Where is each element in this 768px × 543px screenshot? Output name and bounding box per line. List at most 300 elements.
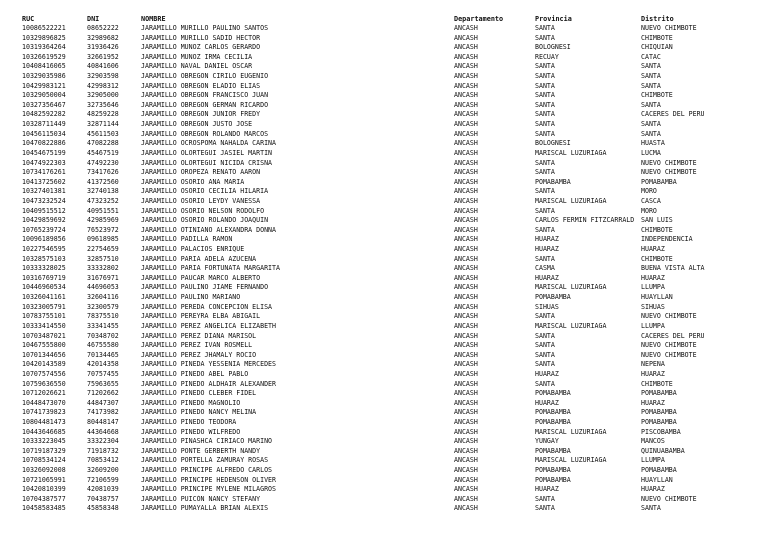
cell-dni: 47492230: [87, 158, 119, 167]
header-dni: DNI: [87, 15, 100, 23]
cell-nombre: JARAMILLO OROPEZA RENATO AARON: [141, 168, 261, 177]
table-row: [0, 91, 768, 101]
cell-dni: 71202662: [87, 389, 119, 398]
table-row: [0, 274, 768, 284]
table-row: [0, 245, 768, 255]
cell-dni: 42985969: [87, 216, 119, 225]
table-row: [0, 197, 768, 207]
cell-provincia: POMABAMBA: [535, 293, 571, 302]
cell-departamento: ANCASH: [454, 72, 478, 81]
cell-nombre: JARAMILLO PADILLA RAMON: [141, 235, 233, 244]
cell-departamento: ANCASH: [454, 283, 478, 292]
cell-nombre: JARAMILLO PINEDO TEODORA: [141, 417, 237, 426]
table-row: [0, 456, 768, 466]
cell-dni: 32609200: [87, 466, 119, 475]
cell-nombre: JARAMILLO OTINIANO ALEXANDRA DONNA: [141, 225, 276, 234]
cell-provincia: SANTA: [535, 72, 555, 81]
table-row: [0, 207, 768, 217]
cell-ruc: 10323005791: [22, 302, 66, 311]
cell-distrito: HUARAZ: [641, 369, 665, 378]
cell-provincia: SANTA: [535, 504, 555, 513]
table-row: [0, 110, 768, 120]
cell-departamento: ANCASH: [454, 485, 478, 494]
cell-ruc: 10473232524: [22, 196, 66, 205]
cell-ruc: 10329896825: [22, 33, 66, 42]
cell-provincia: MARISCAL LUZURIAGA: [535, 321, 607, 330]
cell-provincia: MARISCAL LUZURIAGA: [535, 148, 607, 157]
cell-distrito: NEPEÑA: [641, 360, 665, 369]
cell-nombre: JARAMILLO OSORIO CECILIA HILARIA: [141, 187, 269, 196]
cell-nombre: JARAMILLO NAVAL DANIEL OSCAR: [141, 62, 253, 71]
header-nombre: NOMBRE: [141, 15, 166, 23]
cell-departamento: ANCASH: [454, 81, 478, 90]
cell-distrito: NUEVO CHIMBOTE: [641, 494, 697, 503]
cell-ruc: 10467555800: [22, 341, 66, 350]
table-row: [0, 101, 768, 111]
cell-distrito: CHIQUIAN: [641, 43, 673, 52]
cell-provincia: SANTA: [535, 206, 555, 215]
cell-departamento: ANCASH: [454, 235, 478, 244]
cell-dni: 47082288: [87, 139, 119, 148]
cell-dni: 32604116: [87, 293, 119, 302]
table-row: [0, 332, 768, 342]
cell-dni: 32857510: [87, 254, 119, 263]
cell-nombre: JARAMILLO PEREZ DIANA MARISOL: [141, 331, 257, 340]
cell-distrito: MANCOS: [641, 437, 665, 446]
cell-departamento: ANCASH: [454, 312, 478, 321]
cell-nombre: JARAMILLO MUÑOZ IRMA CECILIA: [141, 52, 253, 61]
cell-dni: 33332802: [87, 264, 119, 273]
cell-dni: 32740138: [87, 187, 119, 196]
cell-nombre: JARAMILLO OLORTEGUI NICIDA CRISNA: [141, 158, 273, 167]
cell-distrito: NUEVO CHIMBOTE: [641, 24, 697, 32]
cell-ruc: 10707574556: [22, 369, 66, 378]
table-row: [0, 389, 768, 399]
cell-ruc: 10470822886: [22, 139, 66, 148]
cell-nombre: JARAMILLO OBREGON GERMAN RICARDO: [141, 100, 269, 109]
cell-nombre: JARAMILLO PIÑASHCA CIRIACO MARINO: [141, 437, 273, 446]
cell-dni: 78375510: [87, 312, 119, 321]
cell-nombre: JARAMILLO PAUCAR MARCO ALBERTO: [141, 273, 261, 282]
cell-nombre: JARAMILLO OBREGON FRANCISCO JUAN: [141, 91, 269, 100]
cell-distrito: CHIMBOTE: [641, 254, 673, 263]
cell-ruc: 10329035986: [22, 72, 66, 81]
cell-ruc: 10804481473: [22, 417, 66, 426]
cell-provincia: SANTA: [535, 24, 555, 32]
cell-provincia: SANTA: [535, 350, 555, 359]
cell-provincia: CARLOS FERMIN FITZCARRALD: [535, 216, 635, 225]
cell-ruc: 10443646685: [22, 427, 66, 436]
cell-distrito: SIHUAS: [641, 302, 665, 311]
cell-ruc: 10783755101: [22, 312, 66, 321]
table-row: [0, 360, 768, 370]
table-row: [0, 495, 768, 505]
table-row: [0, 408, 768, 418]
cell-distrito: SAN LUIS: [641, 216, 673, 225]
header-provincia: Provincia: [535, 15, 572, 23]
cell-departamento: ANCASH: [454, 494, 478, 503]
cell-departamento: ANCASH: [454, 350, 478, 359]
cell-provincia: HUARAZ: [535, 235, 559, 244]
cell-ruc: 10409515512: [22, 206, 66, 215]
cell-provincia: YUNGAY: [535, 437, 559, 446]
cell-dni: 32661952: [87, 52, 119, 61]
cell-nombre: JARAMILLO PEREDA CONCEPCION ELISA: [141, 302, 273, 311]
table-row: [0, 159, 768, 169]
cell-ruc: 10708534124: [22, 456, 66, 465]
header-distrito: Distrito: [641, 15, 674, 23]
cell-nombre: JARAMILLO PINEDO ABEL PABLO: [141, 369, 249, 378]
cell-nombre: JARAMILLO OSORIO ANA MARIA: [141, 177, 245, 186]
cell-nombre: JARAMILLO OCROSPOMA NAHALDA CARINA: [141, 139, 276, 148]
cell-ruc: 10446960534: [22, 283, 66, 292]
cell-ruc: 10448473070: [22, 398, 66, 407]
cell-distrito: POMABAMBA: [641, 408, 677, 417]
cell-ruc: 10329050004: [22, 91, 66, 100]
cell-nombre: JARAMILLO PUICÓN NANCY STEFANY: [141, 494, 261, 503]
cell-departamento: ANCASH: [454, 187, 478, 196]
cell-nombre: JARAMILLO MURILLO PAULINO SANTOS: [141, 24, 269, 32]
cell-departamento: ANCASH: [454, 206, 478, 215]
cell-provincia: SANTA: [535, 62, 555, 71]
cell-distrito: CHIMBOTE: [641, 225, 673, 234]
cell-distrito: LLUMPA: [641, 283, 665, 292]
cell-ruc: 10408416065: [22, 62, 66, 71]
cell-ruc: 10326619529: [22, 52, 66, 61]
cell-nombre: JARAMILLO PEREZ IVAN ROSMELL: [141, 341, 253, 350]
cell-dni: 70757455: [87, 369, 119, 378]
cell-dni: 74173982: [87, 408, 119, 417]
cell-ruc: 10327401381: [22, 187, 66, 196]
cell-dni: 42014358: [87, 360, 119, 369]
cell-nombre: JARAMILLO PORTELLA ZAMURAY ROSAS: [141, 456, 269, 465]
cell-departamento: ANCASH: [454, 196, 478, 205]
cell-dni: 32871144: [87, 120, 119, 129]
cell-departamento: ANCASH: [454, 466, 478, 475]
cell-distrito: LUCMA: [641, 148, 661, 157]
cell-distrito: HUAYLLAN: [641, 293, 673, 302]
cell-dni: 44696053: [87, 283, 119, 292]
cell-departamento: ANCASH: [454, 475, 478, 484]
cell-departamento: ANCASH: [454, 216, 478, 225]
cell-distrito: CACERES DEL PERU: [641, 110, 705, 119]
cell-ruc: 10456115034: [22, 129, 66, 138]
cell-departamento: ANCASH: [454, 379, 478, 388]
table-row: [0, 139, 768, 149]
cell-nombre: JARAMILLO PINEDO WILFREDO: [141, 427, 241, 436]
cell-dni: 71918732: [87, 446, 119, 455]
cell-dni: 31676971: [87, 273, 119, 282]
table-row: [0, 130, 768, 140]
cell-provincia: SANTA: [535, 168, 555, 177]
cell-distrito: HUARAZ: [641, 245, 665, 254]
table-row: [0, 264, 768, 274]
cell-departamento: ANCASH: [454, 427, 478, 436]
cell-distrito: MORO: [641, 206, 657, 215]
cell-dni: 41372560: [87, 177, 119, 186]
cell-provincia: POMABAMBA: [535, 417, 571, 426]
cell-nombre: JARAMILLO PINEDO NANCY MELINA: [141, 408, 257, 417]
cell-distrito: POMABAMBA: [641, 417, 677, 426]
cell-distrito: CHIMBOTE: [641, 33, 673, 42]
cell-dni: 44364668: [87, 427, 119, 436]
cell-ruc: 10703487021: [22, 331, 66, 340]
cell-dni: 72106599: [87, 475, 119, 484]
cell-dni: 73417626: [87, 168, 119, 177]
cell-ruc: 10759636550: [22, 379, 66, 388]
table-row: [0, 53, 768, 63]
cell-provincia: POMABAMBA: [535, 446, 571, 455]
table-row: [0, 235, 768, 245]
cell-provincia: SANTA: [535, 91, 555, 100]
cell-departamento: ANCASH: [454, 225, 478, 234]
cell-nombre: JARAMILLO PINEDO ALDHAIR ALEXANDER: [141, 379, 276, 388]
cell-departamento: ANCASH: [454, 360, 478, 369]
cell-nombre: JARAMILLO PEREYRA ELBA ABIGAIL: [141, 312, 261, 321]
table-row: [0, 303, 768, 313]
cell-provincia: SANTA: [535, 187, 555, 196]
cell-dni: 70348702: [87, 331, 119, 340]
table-row: [0, 24, 768, 34]
cell-distrito: POMABAMBA: [641, 389, 677, 398]
cell-nombre: JARAMILLO PINEDO CLEBER FIDEL: [141, 389, 257, 398]
cell-nombre: JARAMILLO MURILLO SADID HECTOR: [141, 33, 261, 42]
cell-provincia: SANTA: [535, 129, 555, 138]
cell-dni: 32300579: [87, 302, 119, 311]
cell-departamento: ANCASH: [454, 504, 478, 513]
cell-departamento: ANCASH: [454, 148, 478, 157]
cell-departamento: ANCASH: [454, 321, 478, 330]
cell-departamento: ANCASH: [454, 369, 478, 378]
cell-distrito: CASCA: [641, 196, 661, 205]
cell-ruc: 10429983121: [22, 81, 66, 90]
table-row: [0, 226, 768, 236]
table-row: [0, 418, 768, 428]
cell-departamento: ANCASH: [454, 417, 478, 426]
cell-ruc: 10227546595: [22, 245, 66, 254]
cell-distrito: SANTA: [641, 120, 661, 129]
cell-departamento: ANCASH: [454, 273, 478, 282]
table-row: [0, 216, 768, 226]
cell-distrito: BUENA VISTA ALTA: [641, 264, 705, 273]
cell-nombre: JARAMILLO MUÑOZ CARLOS GERARDO: [141, 43, 261, 52]
cell-nombre: JARAMILLO OBREGON JUNIOR FREDY: [141, 110, 261, 119]
cell-distrito: HUASTA: [641, 139, 665, 148]
cell-provincia: SANTA: [535, 494, 555, 503]
table-row: [0, 312, 768, 322]
cell-ruc: 10704387577: [22, 494, 66, 503]
cell-provincia: RECUAY: [535, 52, 559, 61]
cell-distrito: MORO: [641, 187, 657, 196]
cell-provincia: MARISCAL LUZURIAGA: [535, 196, 607, 205]
table-row: [0, 380, 768, 390]
cell-departamento: ANCASH: [454, 110, 478, 119]
cell-ruc: 10328575103: [22, 254, 66, 263]
cell-dni: 70134465: [87, 350, 119, 359]
cell-ruc: 10316769719: [22, 273, 66, 282]
table-row: [0, 351, 768, 361]
cell-provincia: POMABAMBA: [535, 466, 571, 475]
cell-dni: 22754659: [87, 245, 119, 254]
cell-departamento: ANCASH: [454, 33, 478, 42]
cell-dni: 46755580: [87, 341, 119, 350]
cell-distrito: POMABAMBA: [641, 466, 677, 475]
table-row: [0, 370, 768, 380]
cell-ruc: 10429859692: [22, 216, 66, 225]
cell-departamento: ANCASH: [454, 129, 478, 138]
cell-provincia: HUARAZ: [535, 369, 559, 378]
cell-provincia: SANTA: [535, 331, 555, 340]
cell-nombre: JARAMILLO PUMAYALLA BRIAN ALEXIS: [141, 504, 269, 513]
cell-nombre: JARAMILLO PEREZ JHAMALY ROCIO: [141, 350, 257, 359]
cell-ruc: 10319364264: [22, 43, 66, 52]
cell-distrito: NUEVO CHIMBOTE: [641, 158, 697, 167]
cell-departamento: ANCASH: [454, 341, 478, 350]
cell-departamento: ANCASH: [454, 389, 478, 398]
cell-dni: 44847307: [87, 398, 119, 407]
cell-departamento: ANCASH: [454, 43, 478, 52]
cell-departamento: ANCASH: [454, 120, 478, 129]
cell-dni: 32989682: [87, 33, 119, 42]
cell-distrito: SANTA: [641, 72, 661, 81]
cell-nombre: JARAMILLO PARIA FORTUNATA MARGARITA: [141, 264, 280, 273]
cell-ruc: 10326041161: [22, 293, 66, 302]
cell-dni: 48259228: [87, 110, 119, 119]
table-row: [0, 293, 768, 303]
cell-distrito: NUEVO CHIMBOTE: [641, 312, 697, 321]
cell-distrito: PISCOBAMBA: [641, 427, 681, 436]
cell-dni: 32905000: [87, 91, 119, 100]
cell-departamento: ANCASH: [454, 446, 478, 455]
table-row: [0, 476, 768, 486]
cell-nombre: JARAMILLO OBREGON JUSTO JOSE: [141, 120, 253, 129]
cell-departamento: ANCASH: [454, 139, 478, 148]
cell-nombre: JARAMILLO OBREGON ELADIO ELIAS: [141, 81, 261, 90]
table-row: [0, 283, 768, 293]
cell-distrito: HUARAZ: [641, 273, 665, 282]
cell-ruc: 10328711449: [22, 120, 66, 129]
cell-distrito: INDEPENDENCIA: [641, 235, 693, 244]
cell-provincia: SANTA: [535, 379, 555, 388]
cell-dni: 40951551: [87, 206, 119, 215]
table-row: [0, 428, 768, 438]
cell-nombre: JARAMILLO PRINCIPE ALFREDO CARLOS: [141, 466, 273, 475]
cell-ruc: 10734176261: [22, 168, 66, 177]
cell-ruc: 10086522221: [22, 24, 66, 32]
cell-departamento: ANCASH: [454, 302, 478, 311]
cell-distrito: CHIMBOTE: [641, 379, 673, 388]
cell-distrito: SANTA: [641, 62, 661, 71]
table-row: [0, 43, 768, 53]
table-row: [0, 466, 768, 476]
table-row: [0, 399, 768, 409]
cell-distrito: HUARAZ: [641, 398, 665, 407]
table-row: [0, 255, 768, 265]
cell-departamento: ANCASH: [454, 52, 478, 61]
cell-provincia: SANTA: [535, 33, 555, 42]
cell-provincia: SANTA: [535, 225, 555, 234]
cell-departamento: ANCASH: [454, 408, 478, 417]
table-body: [0, 24, 768, 514]
cell-ruc: 10333328025: [22, 264, 66, 273]
cell-ruc: 10413725602: [22, 177, 66, 186]
cell-departamento: ANCASH: [454, 100, 478, 109]
cell-dni: 75963655: [87, 379, 119, 388]
cell-distrito: NUEVO CHIMBOTE: [641, 341, 697, 350]
cell-provincia: POMABAMBA: [535, 475, 571, 484]
cell-distrito: SANTA: [641, 129, 661, 138]
cell-ruc: 10420143589: [22, 360, 66, 369]
cell-distrito: HUAYLLAN: [641, 475, 673, 484]
cell-ruc: 10327356467: [22, 100, 66, 109]
cell-dni: 42998312: [87, 81, 119, 90]
cell-provincia: HUARAZ: [535, 273, 559, 282]
cell-dni: 45858348: [87, 504, 119, 513]
table-row: [0, 178, 768, 188]
cell-nombre: JARAMILLO PALACIOS ENRIQUE: [141, 245, 245, 254]
cell-dni: 70853412: [87, 456, 119, 465]
cell-departamento: ANCASH: [454, 254, 478, 263]
cell-nombre: JARAMILLO PARIA ADELA AZUCENA: [141, 254, 257, 263]
cell-distrito: LLUMPA: [641, 456, 665, 465]
cell-provincia: HUARAZ: [535, 398, 559, 407]
cell-nombre: JARAMILLO OBREGON ROLANDO MARCOS: [141, 129, 269, 138]
cell-distrito: QUINUABAMBA: [641, 446, 685, 455]
table-row: [0, 82, 768, 92]
header-ruc: RUC: [22, 15, 35, 23]
cell-distrito: SANTA: [641, 81, 661, 90]
cell-dni: 70438757: [87, 494, 119, 503]
cell-departamento: ANCASH: [454, 91, 478, 100]
cell-departamento: ANCASH: [454, 264, 478, 273]
cell-departamento: ANCASH: [454, 24, 478, 32]
cell-dni: 42081039: [87, 485, 119, 494]
cell-provincia: HUARAZ: [535, 485, 559, 494]
table-row: [0, 447, 768, 457]
cell-ruc: 10765239724: [22, 225, 66, 234]
cell-dni: 45611503: [87, 129, 119, 138]
cell-provincia: SANTA: [535, 100, 555, 109]
cell-nombre: JARAMILLO OSORIO NELSON RODOLFO: [141, 206, 265, 215]
table-row: [0, 62, 768, 72]
cell-nombre: JARAMILLO OSORIO ROLANDO JOAQUIN: [141, 216, 269, 225]
cell-provincia: POMABAMBA: [535, 408, 571, 417]
cell-ruc: 10420810399: [22, 485, 66, 494]
cell-nombre: JARAMILLO PEREZ ANGELICA ELIZABETH: [141, 321, 276, 330]
cell-provincia: SANTA: [535, 312, 555, 321]
cell-provincia: SANTA: [535, 158, 555, 167]
cell-distrito: HUARAZ: [641, 485, 665, 494]
cell-departamento: ANCASH: [454, 245, 478, 254]
table-row: [0, 341, 768, 351]
cell-departamento: ANCASH: [454, 62, 478, 71]
cell-provincia: MARISCAL LUZURIAGA: [535, 456, 607, 465]
table-row: [0, 72, 768, 82]
cell-nombre: JARAMILLO PONTE GERBERTH NANDY: [141, 446, 261, 455]
table-row: [0, 437, 768, 447]
cell-dni: 09618985: [87, 235, 119, 244]
cell-ruc: 10096189856: [22, 235, 66, 244]
table-row: [0, 120, 768, 130]
cell-distrito: SANTA: [641, 504, 661, 513]
cell-ruc: 10701344656: [22, 350, 66, 359]
cell-provincia: BOLOGNESI: [535, 43, 571, 52]
cell-ruc: 10719187329: [22, 446, 66, 455]
cell-provincia: SANTA: [535, 120, 555, 129]
cell-dni: 76523972: [87, 225, 119, 234]
cell-provincia: MARISCAL LUZURIAGA: [535, 283, 607, 292]
cell-distrito: LLUMPA: [641, 321, 665, 330]
